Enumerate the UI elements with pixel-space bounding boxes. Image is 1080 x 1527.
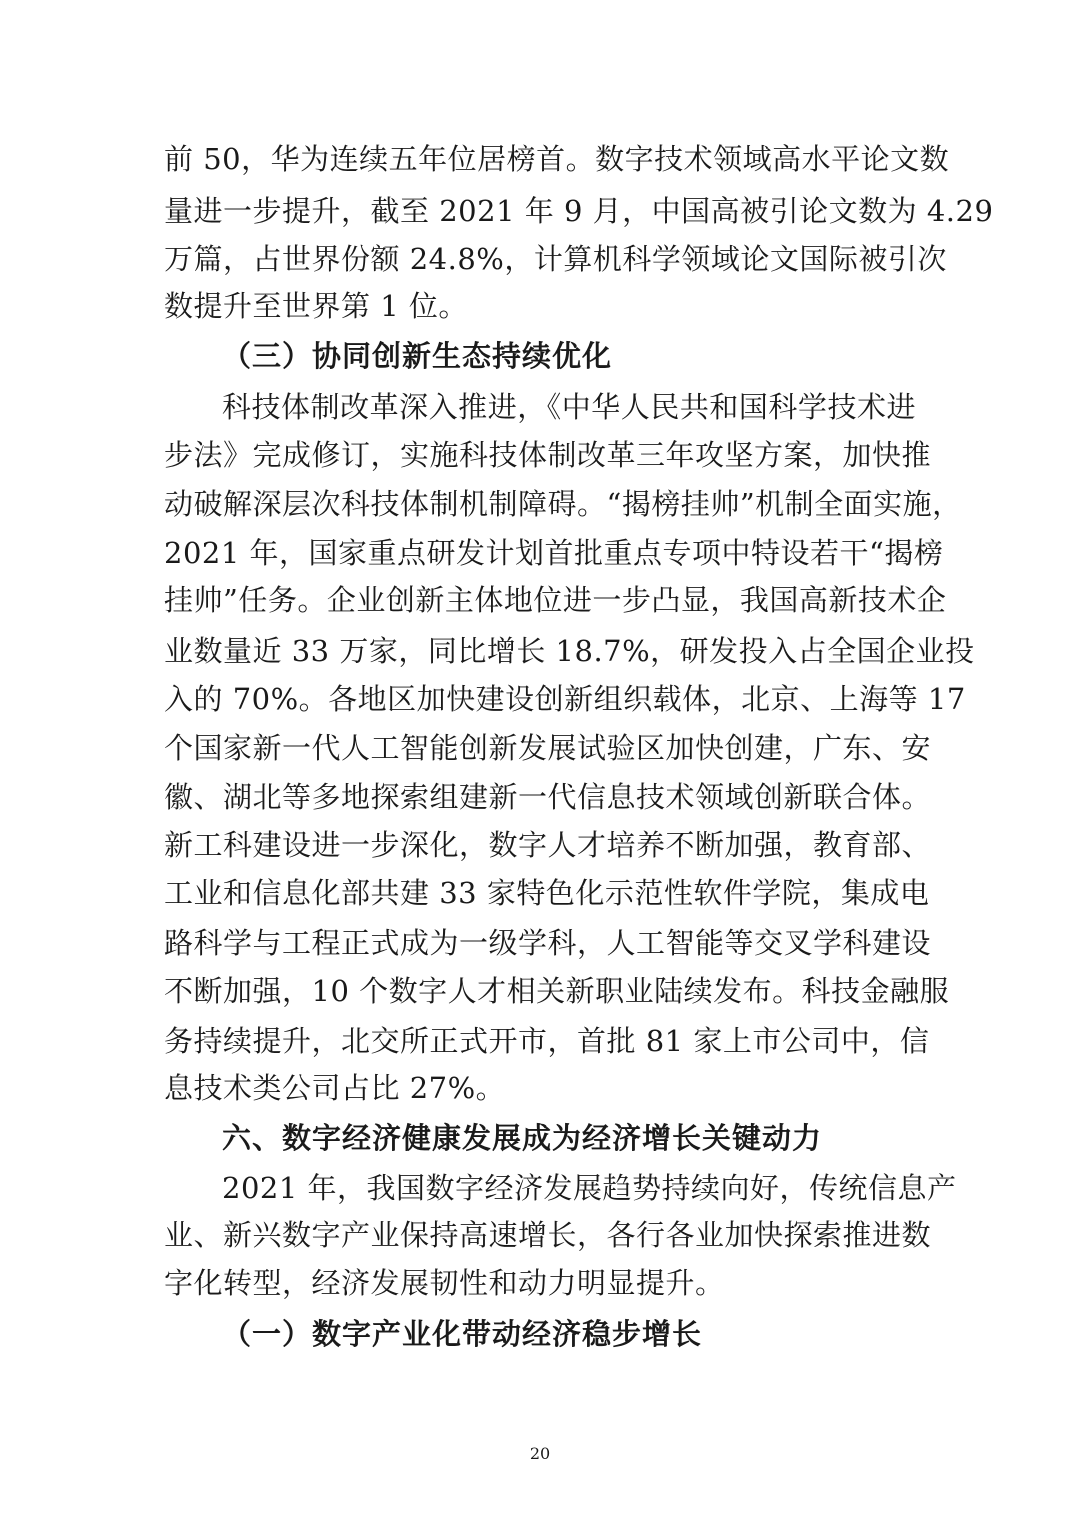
paragraph-line: 业、新兴数字产业保持高速增长，各行各业加快探索推进数 — [164, 1218, 932, 1252]
chapter-heading: 六、数字经济健康发展成为经济增长关键动力 — [222, 1121, 823, 1155]
paragraph-line: 业数量近 33 万家，同比增长 18.7%，研发投入占全国企业投 — [164, 634, 975, 668]
paragraph-line: 量进一步提升，截至 2021 年 9 月，中国高被引论文数为 4.29 — [164, 194, 994, 228]
paragraph-line: 动破解深层次科技体制机制障碍。“揭榜挂帅”机制全面实施， — [164, 487, 962, 521]
page-number: 20 — [529, 1444, 551, 1463]
paragraph-line: 工业和信息化部共建 33 家特色化示范性软件学院，集成电 — [164, 876, 930, 910]
paragraph-line: 入的 70%。各地区加快建设创新组织载体，北京、上海等 17 — [164, 682, 966, 716]
paragraph-line: 前 50，华为连续五年位居榜首。数字技术领域高水平论文数 — [164, 142, 950, 176]
paragraph-line: 息技术类公司占比 27%。 — [164, 1071, 506, 1105]
paragraph-line: 科技体制改革深入推进，《中华人民共和国科学技术进 — [222, 390, 916, 424]
section-heading: （一）数字产业化带动经济稳步增长 — [222, 1317, 703, 1351]
paragraph-line: 不断加强，10 个数字人才相关新职业陆续发布。科技金融服 — [164, 974, 950, 1008]
paragraph-line: 路科学与工程正式成为一级学科，人工智能等交叉学科建设 — [164, 926, 932, 960]
paragraph-line: 务持续提升，北交所正式开市，首批 81 家上市公司中，信 — [164, 1024, 930, 1058]
paragraph-line: 新工科建设进一步深化，数字人才培养不断加强，教育部、 — [164, 828, 932, 862]
paragraph-line: 挂帅”任务。企业创新主体地位进一步凸显，我国高新技术企 — [164, 583, 947, 617]
paragraph-line: 字化转型，经济发展韧性和动力明显提升。 — [164, 1266, 725, 1300]
paragraph-line: 数提升至世界第 1 位。 — [164, 289, 468, 323]
paragraph-line: 2021 年，我国数字经济发展趋势持续向好，传统信息产 — [222, 1171, 957, 1205]
paragraph-line: 2021 年，国家重点研发计划首批重点专项中特设若干“揭榜 — [164, 536, 944, 570]
paragraph-line: 步法》完成修订，实施科技体制改革三年攻坚方案，加快推 — [164, 438, 932, 472]
paragraph-line: 个国家新一代人工智能创新发展试验区加快创建，广东、安 — [164, 731, 932, 765]
section-heading: （三）协同创新生态持续优化 — [222, 339, 613, 373]
paragraph-line: 徽、湖北等多地探索组建新一代信息技术领域创新联合体。 — [164, 780, 932, 814]
paragraph-line: 万篇，占世界份额 24.8%，计算机科学领域论文国际被引次 — [164, 242, 947, 276]
